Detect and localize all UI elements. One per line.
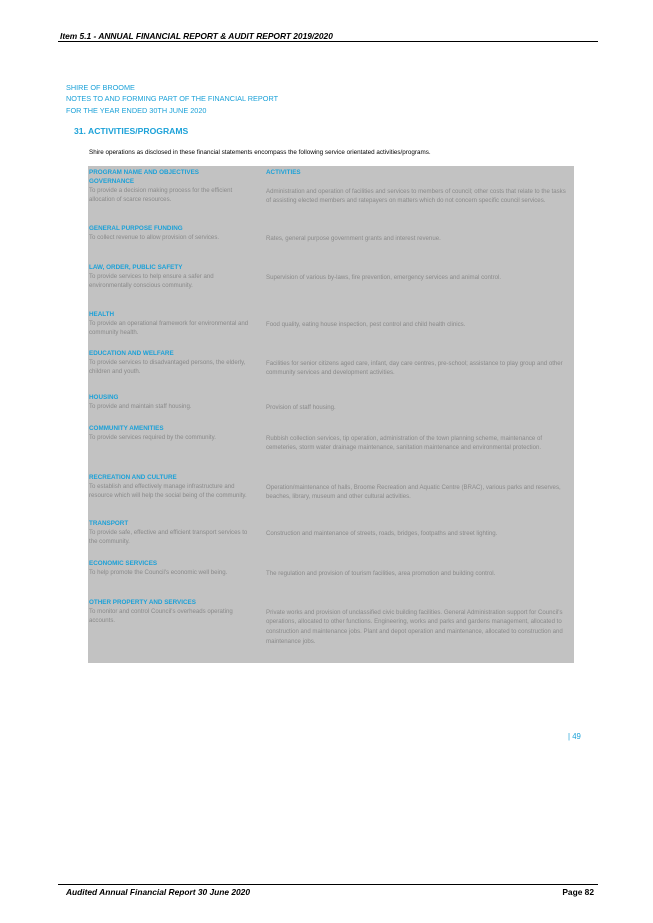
program-activities: Administration and operation of facilities and services to members of council; other costs that relate to the tasks of assisting elected members and ratepayers on matters which do not concern specific council services. xyxy=(266,187,566,205)
program-activities: Supervision of various by-laws, fire prevention, emergency services and animal control. xyxy=(266,273,502,281)
table-row xyxy=(89,560,571,578)
header-divider xyxy=(58,41,598,42)
program-objective: To provide a decision making process for the efficient allocation of scarce resources. xyxy=(89,186,233,203)
program-name: RECREATION AND CULTURE xyxy=(89,474,177,481)
program-name: TRANSPORT xyxy=(89,520,129,527)
program-activities: Provision of staff housing. xyxy=(266,403,336,411)
program-name: GENERAL PURPOSE FUNDING xyxy=(89,225,183,232)
program-name: COMMUNITY AMENITIES xyxy=(89,425,164,432)
program-activities: Facilities for senior citizens aged care, infant, day care centres, pre-school; assistance to play group and other community services and development activities. xyxy=(266,359,563,377)
program-objective: To provide safe, effective and efficient transport services to the community. xyxy=(89,528,248,545)
report-subtitle: NOTES TO AND FORMING PART OF THE FINANCIAL REPORT xyxy=(66,94,279,104)
table-row xyxy=(89,520,571,546)
document-header: Item 5.1 - ANNUAL FINANCIAL REPORT & AUDIT REPORT 2019/2020 xyxy=(60,31,333,41)
program-objective: To provide and maintain staff housing. xyxy=(89,402,192,410)
program-activities: The regulation and provision of tourism facilities, area promotion and building control. xyxy=(266,569,496,577)
table-row xyxy=(89,425,571,452)
report-period: FOR THE YEAR ENDED 30TH JUNE 2020 xyxy=(66,105,207,115)
column-header-activities: ACTIVITIES xyxy=(266,169,301,176)
table-row xyxy=(89,178,571,204)
program-objective: To provide services to disadvantaged persons, the elderly, children and youth. xyxy=(89,358,246,375)
program-name: HEALTH xyxy=(89,311,115,318)
organization-block xyxy=(66,82,278,116)
local-page-number: | 49 xyxy=(568,732,581,741)
program-objective: To collect revenue to allow provision of services. xyxy=(89,233,220,241)
program-name: EDUCATION AND WELFARE xyxy=(89,350,174,357)
footer-title: Audited Annual Financial Report 30 June 2020 xyxy=(66,887,250,897)
section-title: 31. ACTIVITIES/PROGRAMS xyxy=(74,126,189,136)
program-name: GOVERNANCE xyxy=(89,178,135,185)
program-objective: To provide services to help ensure a safer and environmentally conscious community. xyxy=(89,272,214,289)
table-row xyxy=(89,311,571,337)
program-objective: To establish and effectively manage infrastructure and resource which will help the social being of the community. xyxy=(89,482,247,499)
program-activities: Food quality, eating house inspection, pest control and child health clinics. xyxy=(266,320,466,328)
program-name: ECONOMIC SERVICES xyxy=(89,560,158,567)
program-activities: Rates, general purpose government grants and interest revenue. xyxy=(266,234,441,242)
column-header-program: PROGRAM NAME AND OBJECTIVES xyxy=(89,169,199,176)
table-row xyxy=(89,350,571,376)
table-row xyxy=(89,264,571,290)
table-row xyxy=(89,474,571,500)
program-activities: Private works and provision of unclassified civic building facilities. General Administration support for Council's operations, allocated to other functions. Engineering, works and parks and gardens management, allocated to construction and maintenance jobs. Plant and depot operation and maintenance, allocated to construction and maintenance jobs. xyxy=(266,608,563,645)
table-row xyxy=(89,225,571,243)
section-intro: Shire operations as disclosed in these financial statements encompass the following service orientated activities/programs. xyxy=(89,149,431,156)
footer-page-number: Page 82 xyxy=(562,887,594,897)
table-row xyxy=(89,599,571,645)
program-name: LAW, ORDER, PUBLIC SAFETY xyxy=(89,264,183,271)
program-activities: Operation/maintenance of halls, Broome Recreation and Aquatic Centre (BRAC), various parks and reserves, beaches, library, museum and other cultural activities. xyxy=(266,483,561,501)
program-activities: Construction and maintenance of streets, roads, bridges, footpaths and street lighting. xyxy=(266,529,498,537)
footer-divider xyxy=(58,884,598,885)
table-row xyxy=(89,394,571,412)
program-objective: To provide services required by the community. xyxy=(89,433,216,441)
program-objective: To help promote the Council's economic well being. xyxy=(89,568,228,576)
org-name: SHIRE OF BROOME xyxy=(66,83,135,92)
program-objective: To provide an operational framework for environmental and community health. xyxy=(89,319,249,336)
program-activities: Rubbish collection services, tip operation, administration of the town planning scheme, maintenance of cemeteries, storm water drainage maintenance, sanitation maintenance and environmental protection. xyxy=(266,434,543,452)
program-objective: To monitor and control Council's overheads operating accounts. xyxy=(89,607,233,624)
program-name: OTHER PROPERTY AND SERVICES xyxy=(89,599,196,606)
program-name: HOUSING xyxy=(89,394,119,401)
